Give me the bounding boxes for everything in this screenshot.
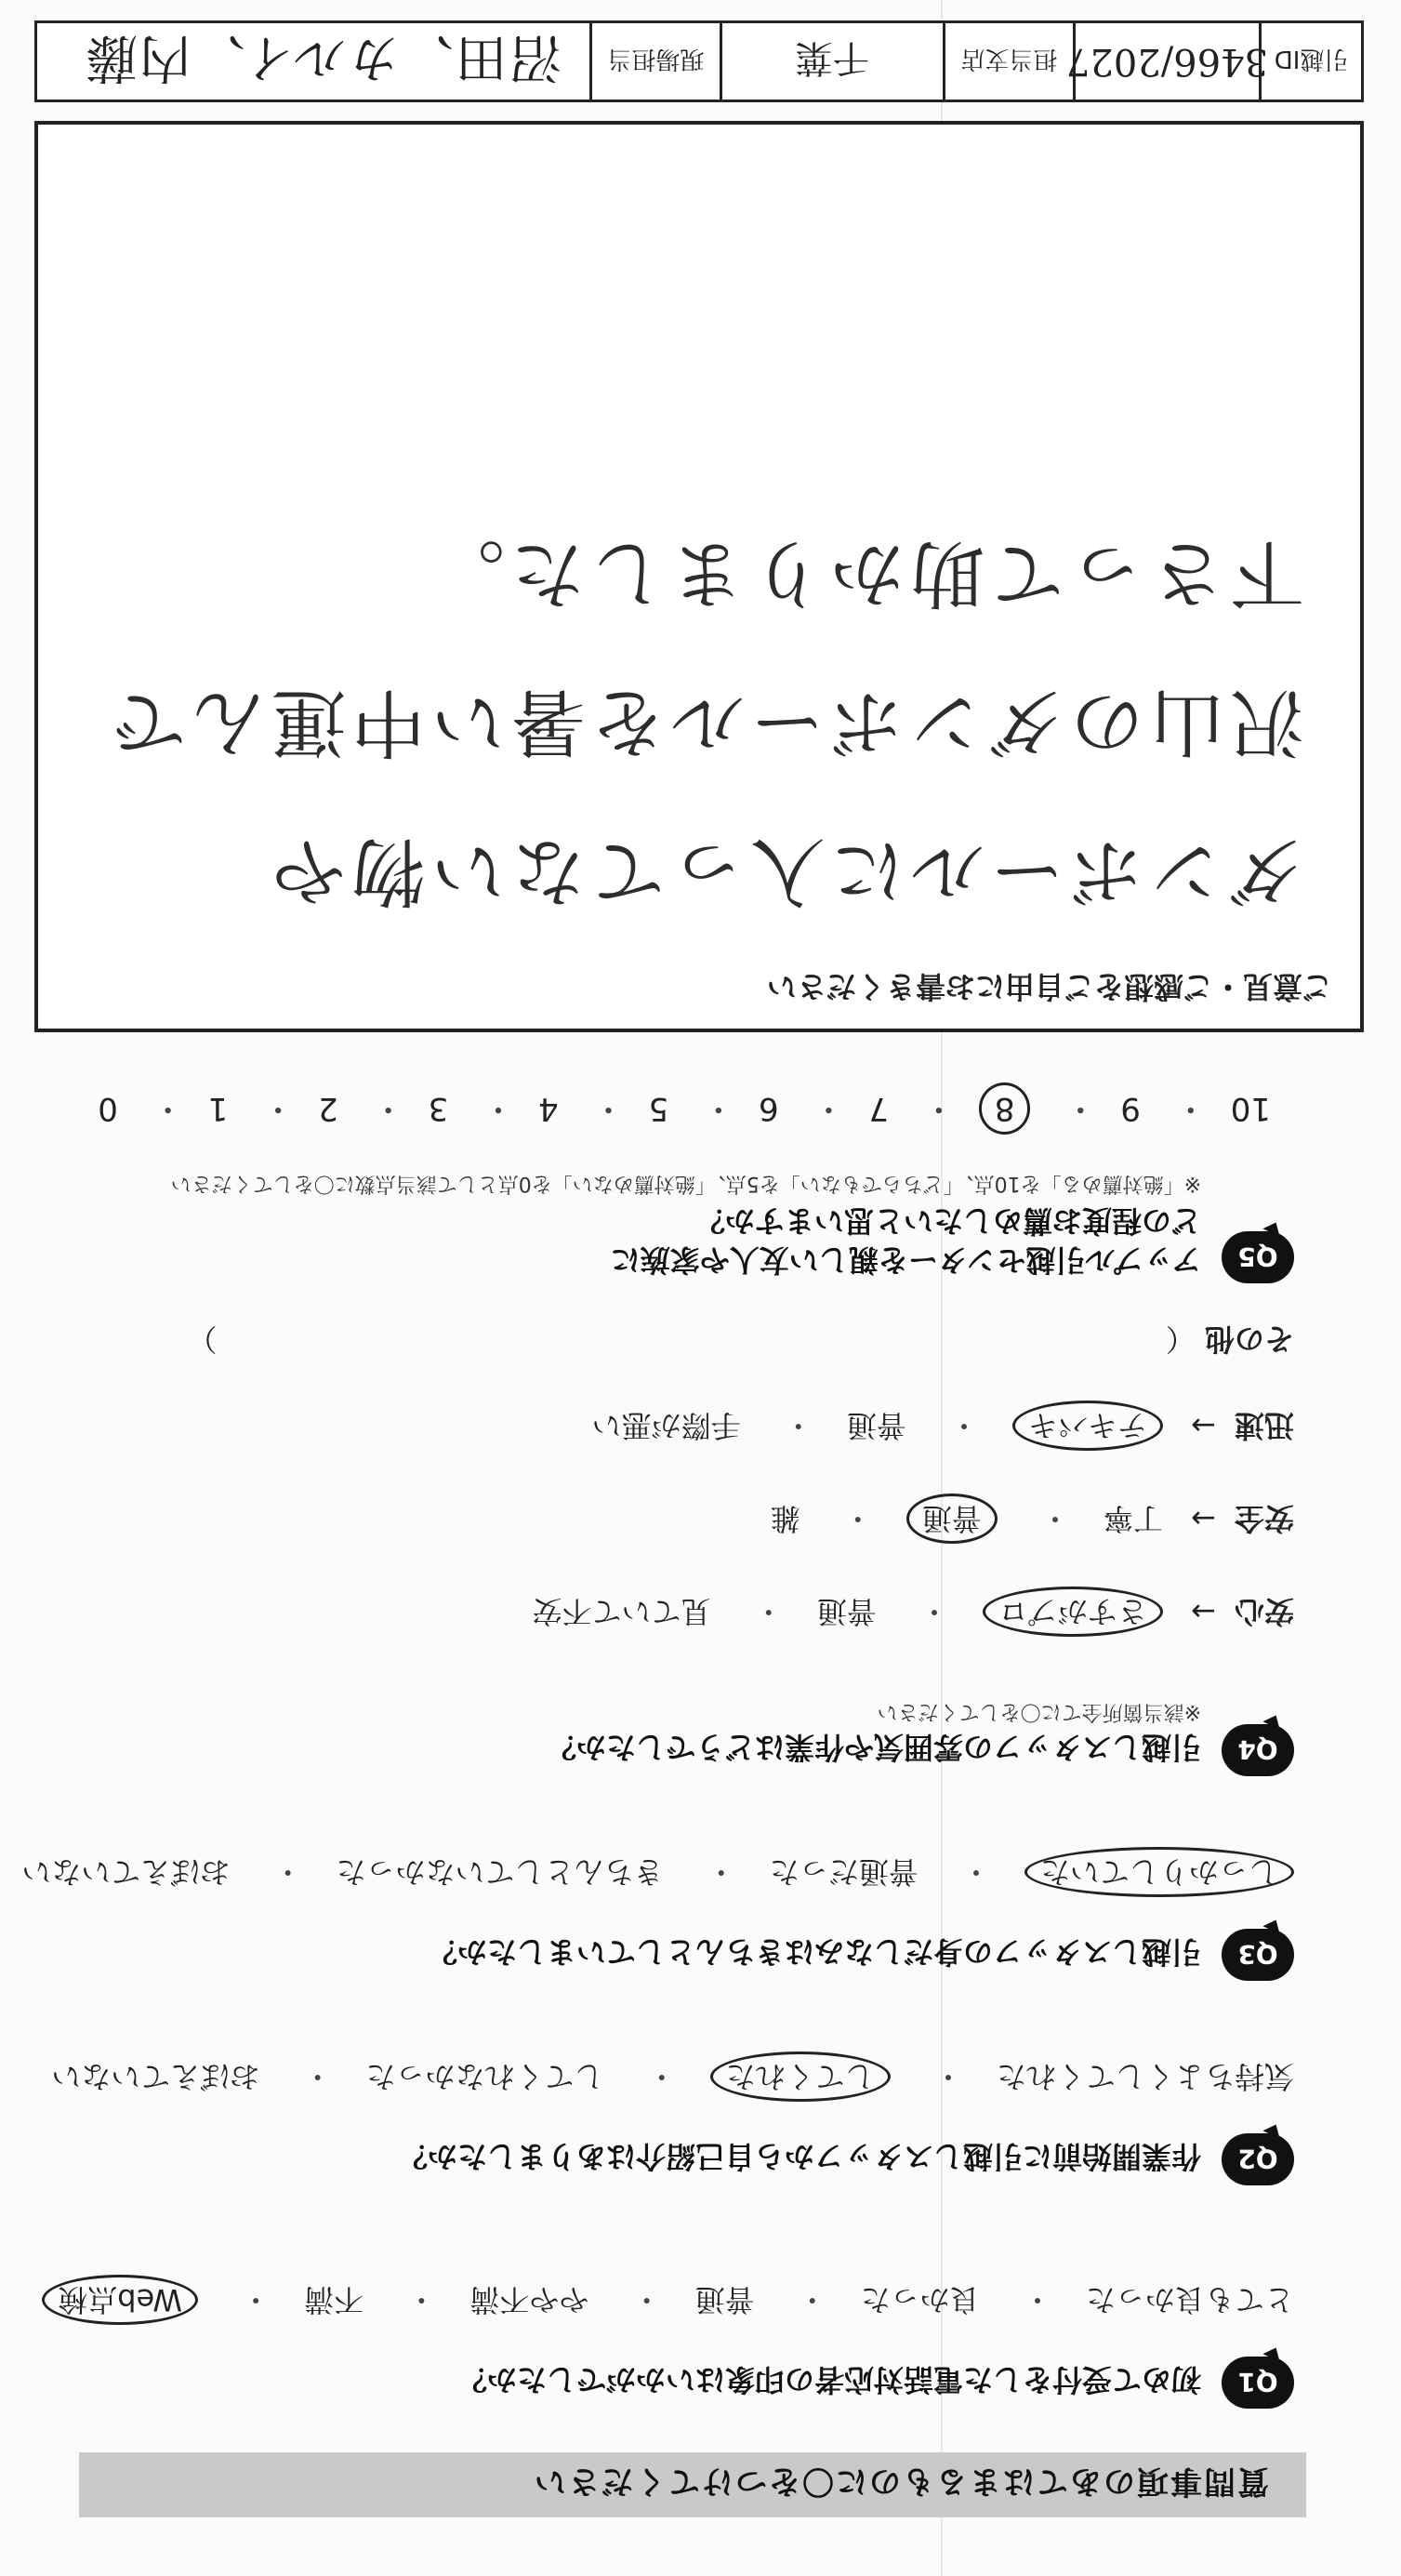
- header-band: [79, 2452, 1306, 2517]
- comment-line-1: ダンボールに入ってない物や: [265, 828, 1304, 914]
- q1-option-6[interactable]: Web点検: [42, 2275, 198, 2325]
- q5-note: ※「絶対薦める」を10点、「どちらでもない」を5点、「絶対薦めない」を0点として該当点数に〇をしてください: [170, 1172, 1201, 1195]
- header-title: 質問事項のあてはまるものに〇をつけてください: [533, 2463, 1269, 2501]
- q5-text-line2: どの程度お薦めしたいと思いますか？: [694, 1203, 1201, 1239]
- q4-row3-label: 迅速: [1234, 1408, 1294, 1443]
- q1-option-5[interactable]: 不満: [304, 2282, 364, 2317]
- comment-line-2: 沢山のダンボールを暑い中運んで: [105, 679, 1304, 765]
- q5-scale: 10・ 9・ 8・ 7・ 6・ 5・ 4・ 3・ 2・ 1・ 0: [73, 1082, 1271, 1135]
- q2-badge: Q2: [1222, 2133, 1294, 2185]
- comments-title: ご意見・ご感想をご自由にお書きください: [766, 969, 1332, 1004]
- branch-label: 担当支店: [943, 23, 1073, 100]
- q4-other-label: その他: [1204, 1321, 1294, 1357]
- score-2[interactable]: 2: [318, 1090, 338, 1127]
- q4-other-open[interactable]: （: [1165, 1321, 1196, 1357]
- score-9[interactable]: 9: [1120, 1090, 1141, 1127]
- lead-label: 現場担当: [589, 23, 720, 100]
- score-0[interactable]: 0: [98, 1090, 118, 1127]
- q4-row3-option-1[interactable]: テキパキ: [1012, 1401, 1163, 1451]
- q4-row1-label: 安心: [1234, 1594, 1294, 1629]
- q4-other: [187, 1320, 1294, 1362]
- branch-value[interactable]: 千葉: [720, 23, 943, 100]
- q3-options: しっかりしていた・ 普通だった・ きちんとしていなかった・ おぼえていない: [0, 1847, 1294, 1897]
- q4-other-close: ）: [187, 1321, 218, 1357]
- staff-value[interactable]: 沼田、カルイ、内藤: [83, 27, 562, 87]
- q4-row1-option-1[interactable]: さすがプロ: [983, 1587, 1163, 1637]
- q1-option-1[interactable]: とても良かった: [1085, 2282, 1294, 2317]
- score-6[interactable]: 6: [758, 1090, 779, 1127]
- q2-option-2[interactable]: してくれた: [710, 2052, 891, 2102]
- move-id-label: 引越ID: [1259, 23, 1361, 100]
- q4-row-anshin: 安心→ さすがプロ・ 普通・ 見ていて不安: [499, 1587, 1294, 1637]
- q3-option-1[interactable]: しっかりしていた: [1024, 1847, 1294, 1897]
- q1-options: とても良かった・ 良かった・ 普通・ やや不満・ 不満・ Web点検: [8, 2275, 1294, 2325]
- q4-text: 引越しスタッフの雰囲気や作業はどうでしたか？: [546, 1730, 1201, 1765]
- q2-option-1[interactable]: 気持ちよくしてくれた: [996, 2059, 1294, 2094]
- score-7[interactable]: 7: [868, 1090, 890, 1127]
- footer-table: [34, 20, 1364, 102]
- q2-option-4[interactable]: おぼえていない: [51, 2059, 260, 2094]
- score-1[interactable]: 1: [207, 1090, 229, 1127]
- score-10[interactable]: 10: [1230, 1090, 1271, 1127]
- q4-badge: Q4: [1222, 1724, 1294, 1776]
- q4-row-anzen: 安全→ 丁寧・ 普通・ 雑: [737, 1494, 1294, 1544]
- move-id-value[interactable]: 3466/2027: [1073, 23, 1259, 100]
- q2-options: 気持ちよくしてくれた・ してくれた・ してくれなかった・ おぼえていない: [18, 2052, 1294, 2102]
- comments-box[interactable]: [34, 121, 1364, 1032]
- q4-row3-option-3[interactable]: 手際が悪い: [591, 1408, 741, 1443]
- q4-row1-option-2[interactable]: 普通: [816, 1594, 877, 1629]
- score-3[interactable]: 3: [428, 1090, 449, 1127]
- q3-option-2[interactable]: 普通だった: [769, 1854, 919, 1890]
- q1-text: 初めて受付をした電話対応者の印象はいかがでしたか？: [456, 2362, 1201, 2397]
- score-8[interactable]: 8: [979, 1082, 1031, 1135]
- q4-note: ※該当箇所全てに〇をしてください: [877, 1700, 1201, 1723]
- q3-option-4[interactable]: おぼえていない: [21, 1854, 231, 1890]
- score-4[interactable]: 4: [538, 1090, 559, 1127]
- q5-badge: Q5: [1222, 1231, 1294, 1283]
- q2-text: 作業開始前に引越しスタッフから自己紹介はありましたか？: [397, 2139, 1201, 2174]
- comments-handwriting: [68, 498, 1304, 945]
- q1-option-2[interactable]: 良かった: [860, 2282, 980, 2317]
- q1-option-4[interactable]: やや不満: [469, 2282, 589, 2317]
- score-5[interactable]: 5: [648, 1090, 669, 1127]
- q4-row3-option-2[interactable]: 普通: [846, 1408, 906, 1443]
- q4-row2-option-1[interactable]: 丁寧: [1103, 1501, 1163, 1536]
- q3-badge: Q3: [1222, 1929, 1294, 1981]
- q3-option-3[interactable]: きちんとしていなかった: [336, 1854, 664, 1890]
- q4-row2-option-2[interactable]: 普通: [906, 1494, 998, 1544]
- q3-text: 引越しスタッフの身だしなみはきちんとしていましたか？: [427, 1934, 1201, 1970]
- q5-text-line1: アップル引越センターを親しい友人や家族に: [610, 1242, 1201, 1278]
- q4-row1-option-3[interactable]: 見ていて不安: [532, 1594, 711, 1629]
- comment-line-3: 下さって助かりました。: [425, 530, 1304, 617]
- q4-row-jinsoku: 迅速→ テキパキ・ 普通・ 手際が悪い: [559, 1401, 1294, 1451]
- q2-option-3[interactable]: してくれなかった: [365, 2059, 604, 2094]
- q4-row2-option-3[interactable]: 雑: [770, 1501, 800, 1536]
- q1-badge: Q1: [1222, 2357, 1294, 2409]
- q4-row2-label: 安全: [1234, 1501, 1294, 1536]
- q1-option-3[interactable]: 普通: [694, 2282, 755, 2317]
